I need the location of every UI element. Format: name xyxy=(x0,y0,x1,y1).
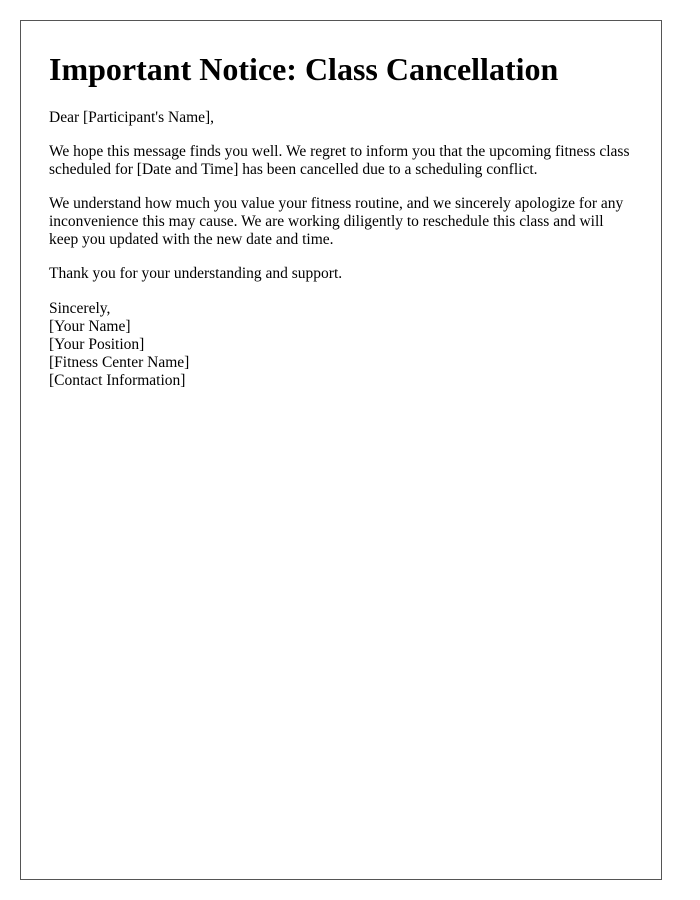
letter-page xyxy=(20,20,662,880)
letter-greeting: Dear [Participant's Name], xyxy=(49,109,215,126)
letter-paragraph-3: Thank you for your understanding and support. xyxy=(49,265,343,282)
signature-block xyxy=(49,300,633,390)
signature-contact-info: [Contact Information] xyxy=(49,372,186,389)
letter-paragraph-2: We understand how much you value your fitness routine, and we sincerely apologize for any inconvenience this may cause. We are working diligently to reschedule this class and will keep you updated with the new date and time. xyxy=(49,195,624,248)
letter-title: Important Notice: Class Cancellation xyxy=(49,51,559,87)
signature-center-name: [Fitness Center Name] xyxy=(49,354,190,371)
signature-position: [Your Position] xyxy=(49,336,145,353)
signature-closing: Sincerely, xyxy=(49,300,111,317)
letter-paragraph-1: We hope this message finds you well. We regret to inform you that the upcoming fitness class scheduled for [Date and Time] has been cancelled due to a scheduling conflict. xyxy=(49,143,630,178)
signature-name: [Your Name] xyxy=(49,318,131,335)
